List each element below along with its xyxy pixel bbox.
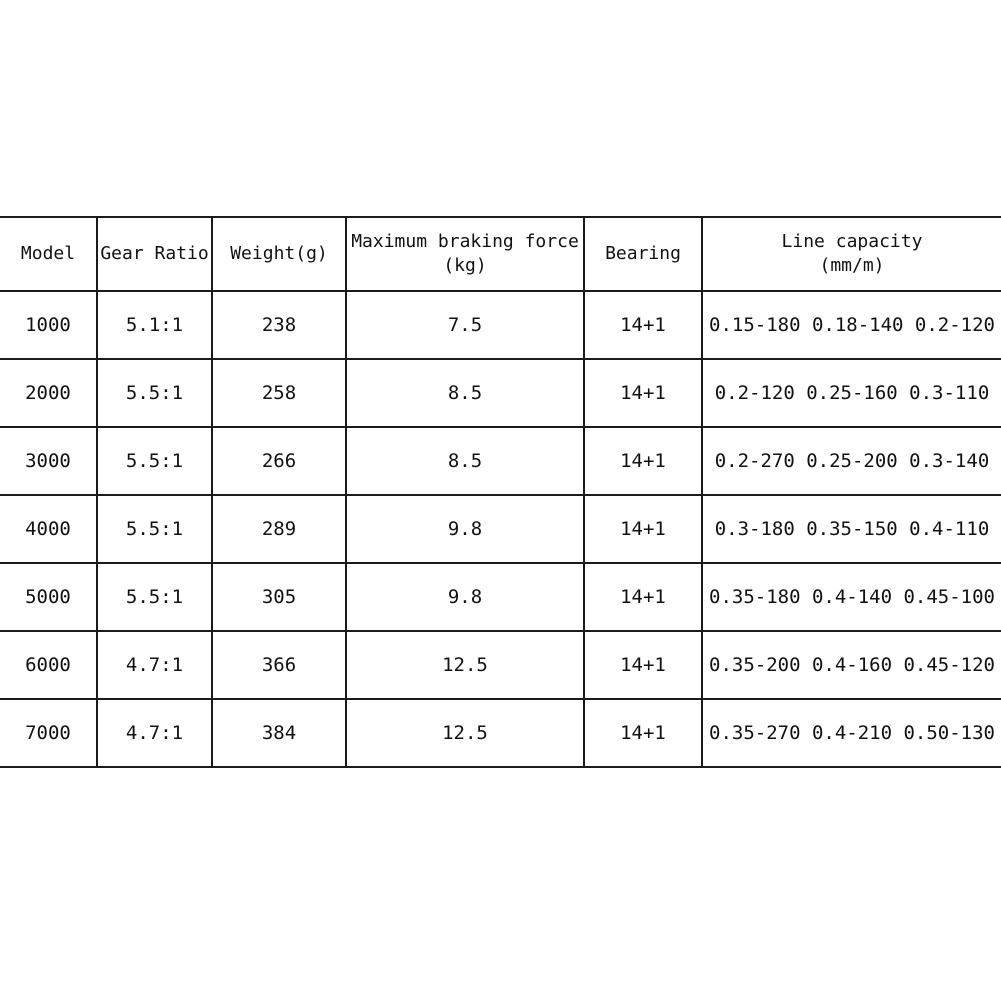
header-max-braking-force: Maximum braking force (kg) (346, 217, 584, 291)
cell-bearing: 14+1 (584, 495, 702, 563)
table-row (0, 427, 1001, 495)
cell-line-capacity: 0.15-180 0.18-140 0.2-120 (702, 291, 1001, 359)
cell-model: 1000 (0, 291, 97, 359)
header-weight: Weight(g) (212, 217, 346, 291)
cell-model: 6000 (0, 631, 97, 699)
cell-line-capacity: 0.35-180 0.4-140 0.45-100 (702, 563, 1001, 631)
cell-gear-ratio: 5.5:1 (97, 563, 212, 631)
cell-model: 3000 (0, 427, 97, 495)
cell-bearing: 14+1 (584, 563, 702, 631)
cell-max-braking-force: 8.5 (346, 427, 584, 495)
cell-model: 2000 (0, 359, 97, 427)
cell-model: 4000 (0, 495, 97, 563)
cell-line-capacity: 0.2-270 0.25-200 0.3-140 (702, 427, 1001, 495)
cell-model: 7000 (0, 699, 97, 767)
cell-model: 5000 (0, 563, 97, 631)
cell-weight: 289 (212, 495, 346, 563)
cell-line-capacity: 0.3-180 0.35-150 0.4-110 (702, 495, 1001, 563)
cell-bearing: 14+1 (584, 631, 702, 699)
cell-max-braking-force: 9.8 (346, 495, 584, 563)
cell-bearing: 14+1 (584, 291, 702, 359)
table-row (0, 631, 1001, 699)
cell-max-braking-force: 12.5 (346, 699, 584, 767)
cell-gear-ratio: 5.5:1 (97, 359, 212, 427)
table-body (0, 291, 1001, 767)
cell-bearing: 14+1 (584, 427, 702, 495)
cell-weight: 384 (212, 699, 346, 767)
cell-weight: 238 (212, 291, 346, 359)
cell-bearing: 14+1 (584, 359, 702, 427)
spec-table (0, 216, 1001, 768)
cell-max-braking-force: 9.8 (346, 563, 584, 631)
cell-weight: 366 (212, 631, 346, 699)
table-row (0, 699, 1001, 767)
cell-max-braking-force: 12.5 (346, 631, 584, 699)
cell-line-capacity: 0.2-120 0.25-160 0.3-110 (702, 359, 1001, 427)
cell-weight: 266 (212, 427, 346, 495)
table-row (0, 291, 1001, 359)
cell-max-braking-force: 8.5 (346, 359, 584, 427)
cell-gear-ratio: 5.5:1 (97, 495, 212, 563)
header-line-capacity: Line capacity (mm/m) (702, 217, 1001, 291)
cell-gear-ratio: 5.5:1 (97, 427, 212, 495)
table-row (0, 359, 1001, 427)
table-row (0, 495, 1001, 563)
header-bearing: Bearing (584, 217, 702, 291)
header-model: Model (0, 217, 97, 291)
spec-table-container (0, 216, 1001, 768)
cell-line-capacity: 0.35-200 0.4-160 0.45-120 (702, 631, 1001, 699)
table-header-row (0, 217, 1001, 291)
cell-weight: 258 (212, 359, 346, 427)
table-row (0, 563, 1001, 631)
cell-bearing: 14+1 (584, 699, 702, 767)
cell-gear-ratio: 4.7:1 (97, 699, 212, 767)
header-gear-ratio: Gear Ratio (97, 217, 212, 291)
cell-line-capacity: 0.35-270 0.4-210 0.50-130 (702, 699, 1001, 767)
cell-max-braking-force: 7.5 (346, 291, 584, 359)
cell-weight: 305 (212, 563, 346, 631)
cell-gear-ratio: 4.7:1 (97, 631, 212, 699)
cell-gear-ratio: 5.1:1 (97, 291, 212, 359)
